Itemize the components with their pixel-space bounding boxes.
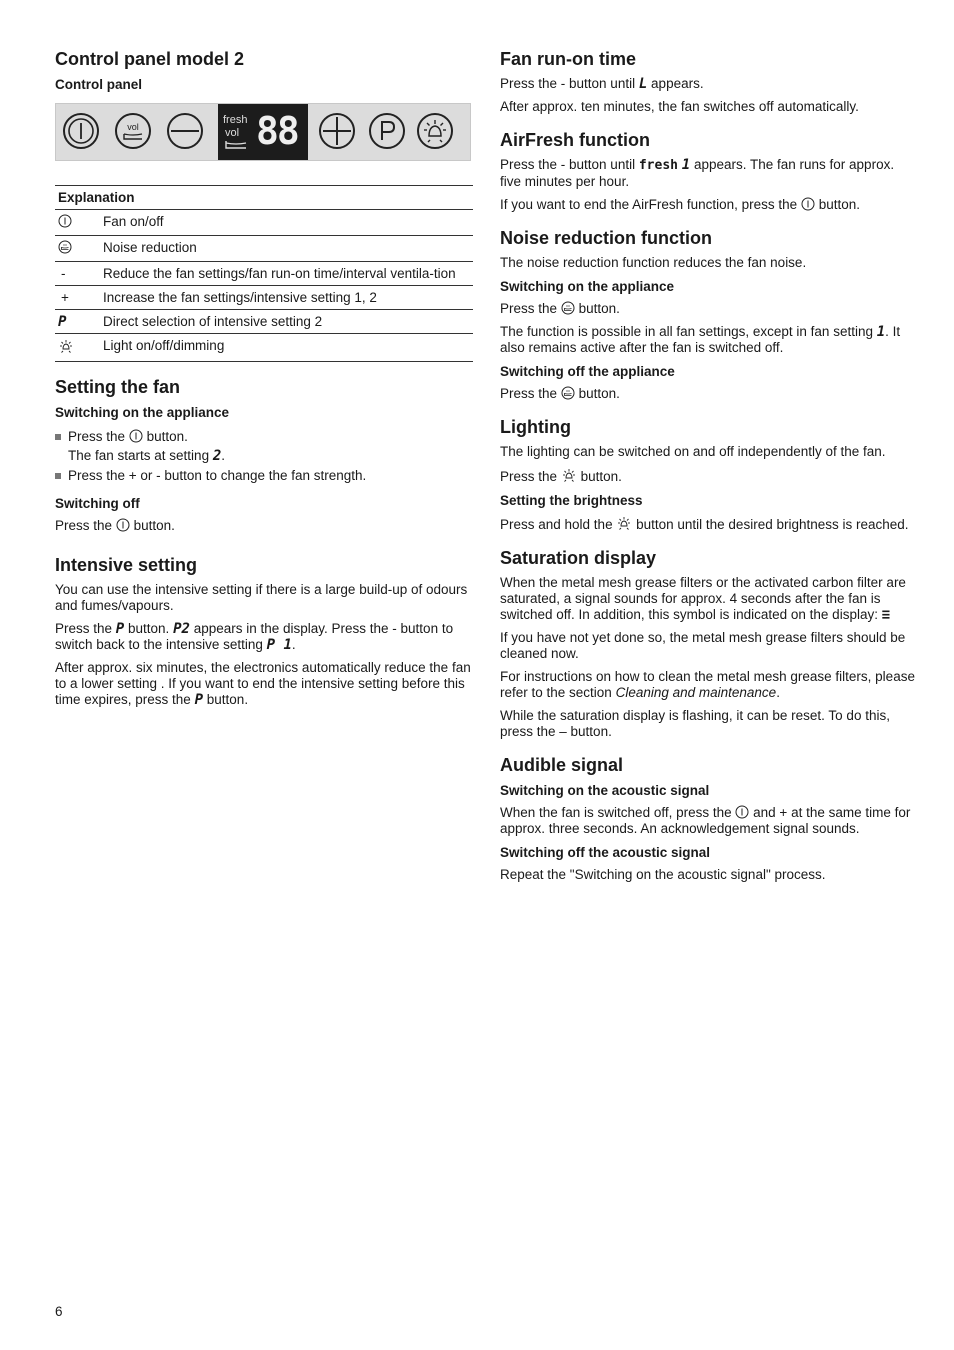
table-row	[55, 334, 473, 362]
display-digits: 88	[256, 109, 298, 153]
subheading-acoustic-off: Switching off the acoustic signal	[500, 845, 711, 860]
section-saturation	[500, 547, 918, 740]
paragraph: Press the button.	[500, 301, 620, 316]
light-icon	[58, 338, 74, 354]
subheading-switching-off: Switching off the appliance	[500, 364, 675, 379]
subheading-acoustic-on: Switching on the acoustic signal	[500, 783, 710, 798]
light-icon	[616, 515, 632, 531]
paragraph: The noise reduction function reduces the fan noise.	[500, 255, 807, 270]
paragraph: Press the button.	[55, 518, 175, 533]
right-column	[500, 48, 918, 890]
section-title-setting-fan: Setting the fan	[55, 377, 180, 397]
power-icon	[129, 429, 143, 443]
section-title-lighting: Lighting	[500, 417, 571, 437]
plus-button-icon	[318, 112, 356, 150]
section-intensive	[55, 554, 473, 708]
table-cell-text: Increase the fan settings/intensive setting 1, 2	[99, 286, 473, 310]
section-title-intensive: Intensive setting	[55, 555, 198, 575]
paragraph: While the saturation display is flashing, it can be reset. To do this, press the – button.	[500, 708, 890, 739]
list-item: Press the button. The fan starts at setting 2.	[55, 427, 473, 466]
paragraph: If you have not yet done so, the metal mesh grease filters should be cleaned now.	[500, 630, 906, 661]
table-cell-text: Light on/off/dimming	[99, 334, 473, 362]
table-row	[55, 286, 473, 310]
section-title-runon: Fan run-on time	[500, 49, 636, 69]
section-title-airfresh: AirFresh function	[500, 130, 651, 150]
subheading-switching-on: Switching on the appliance	[500, 279, 675, 294]
minus-symbol: -	[55, 262, 99, 286]
paragraph: The lighting can be switched on and off independently of the fan.	[500, 444, 886, 459]
section-audible	[500, 754, 918, 883]
paragraph: If you want to end the AirFresh function, press the button.	[500, 197, 860, 212]
minus-button-icon	[166, 112, 204, 150]
subheading-control-panel: Control panel	[55, 77, 142, 92]
table-cell-text: Direct selection of intensive setting 2	[99, 310, 473, 334]
table-row	[55, 262, 473, 286]
panel-vol-label: vol	[127, 122, 139, 132]
paragraph: After approx. six minutes, the electronics automatically reduce the fan to a lower setting . If you want to end the intensive setting before this time expires, press the P button.	[55, 660, 471, 708]
subheading-brightness: Setting the brightness	[500, 493, 643, 508]
subheading-switching-on: Switching on the appliance	[55, 405, 230, 420]
noise-reduction-button-icon	[114, 112, 152, 150]
power-icon	[116, 518, 130, 532]
paragraph: Press the - button until fresh 1 appears. The fan runs for approx. five minutes per hour.	[500, 157, 895, 189]
table-row	[55, 236, 473, 262]
paragraph: Press the - button until L appears.	[500, 76, 704, 92]
page-number: 6	[55, 1304, 63, 1319]
panel-display	[218, 104, 308, 160]
power-icon	[58, 214, 72, 228]
subheading-switching-off: Switching off	[55, 496, 140, 511]
light-button-icon	[416, 112, 454, 150]
paragraph: Press and hold the button until the desired brightness is reached.	[500, 517, 909, 532]
p-button-icon	[368, 112, 406, 150]
section-runon	[500, 48, 918, 115]
paragraph: When the metal mesh grease filters or the activated carbon filter are saturated, a signal sounds for approx. 4 seconds after the fan is switched off. In addition, this symbol is indicated on the display: ≡	[500, 575, 906, 623]
paragraph: Press the button.	[500, 469, 622, 484]
light-icon	[561, 467, 577, 483]
left-column	[55, 48, 473, 715]
power-icon	[801, 197, 815, 211]
explanation-table	[55, 185, 473, 362]
list-item: Press the + or - button to change the fan strength.	[55, 466, 473, 485]
paragraph: Press the button.	[500, 386, 620, 401]
paragraph: When the fan is switched off, press the and + at the same time for approx. three seconds. An acknowledgement signal sounds.	[500, 805, 911, 836]
noise-icon	[58, 240, 72, 254]
section-title-audible: Audible signal	[500, 755, 624, 775]
paragraph: Press the P button. P2 appears in the display. Press the - button to switch back to the intensive setting P 1.	[55, 621, 454, 653]
noise-icon	[561, 386, 575, 400]
display-vol-label: vol	[225, 127, 240, 139]
setting-fan-steps	[55, 427, 473, 485]
table-row	[55, 310, 473, 334]
power-button-icon	[62, 112, 100, 150]
section-title-saturation: Saturation display	[500, 548, 657, 568]
saturation-symbol: ≡	[881, 607, 891, 623]
section-noise	[500, 227, 918, 402]
p-symbol: P	[55, 310, 99, 334]
paragraph: After approx. ten minutes, the fan switches off automatically.	[500, 99, 859, 114]
paragraph: You can use the intensive setting if there is a large build-up of odours and fumes/vapours.	[55, 582, 468, 613]
noise-icon	[561, 301, 575, 315]
paragraph: Repeat the "Switching on the acoustic signal" process.	[500, 867, 826, 882]
table-row	[55, 210, 473, 236]
display-fresh-label: fresh	[223, 114, 248, 126]
explanation-header: Explanation	[55, 186, 473, 210]
paragraph: The function is possible in all fan settings, except in fan setting 1. It also remains active after the fan is switched off.	[500, 324, 901, 355]
section-airfresh	[500, 129, 918, 213]
section-setting-fan	[55, 376, 473, 534]
plus-symbol: +	[55, 286, 99, 310]
section-title-control-panel: Control panel model 2	[55, 49, 245, 69]
section-title-noise: Noise reduction function	[500, 228, 713, 248]
paragraph: For instructions on how to clean the metal mesh grease filters, please refer to the section Cleaning and maintenance.	[500, 669, 915, 700]
control-panel-illustration	[55, 103, 471, 161]
table-cell-text: Fan on/off	[99, 210, 473, 236]
section-lighting	[500, 416, 918, 533]
display-noise-icon	[224, 140, 248, 150]
table-cell-text: Reduce the fan settings/fan run-on time/interval ventila-tion	[99, 262, 473, 286]
power-icon	[735, 805, 749, 819]
table-cell-text: Noise reduction	[99, 236, 473, 262]
